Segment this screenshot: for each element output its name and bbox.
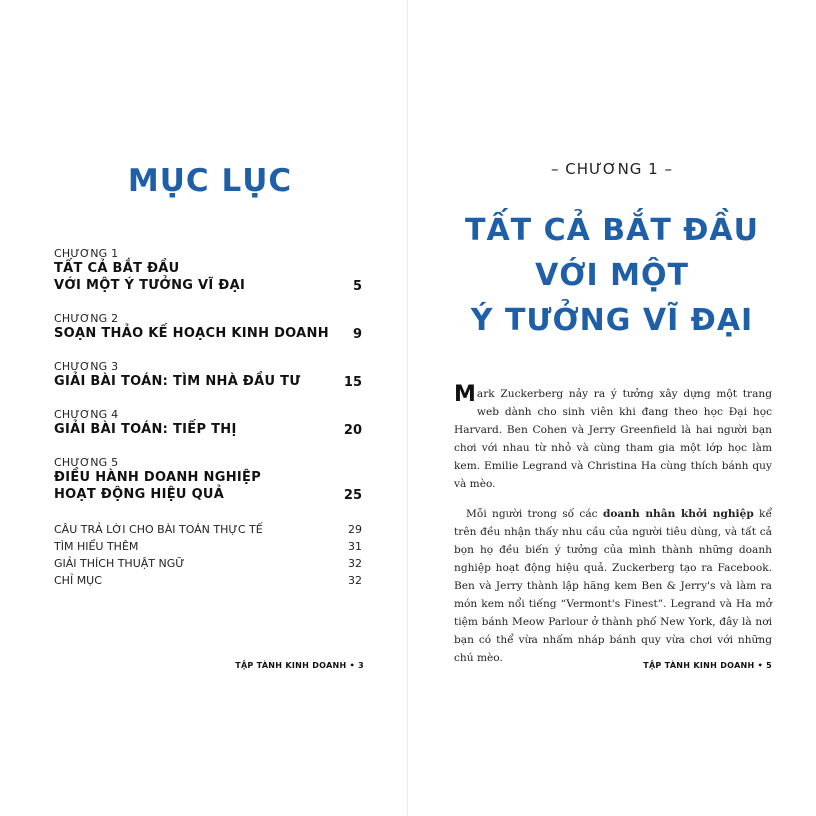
chapter-title xyxy=(54,260,362,294)
toc-entry-5[interactable] xyxy=(54,456,362,503)
table-of-contents xyxy=(54,247,362,589)
paragraph-text: Mỗi người trong số các xyxy=(466,508,603,520)
chapter-label: CHƯƠNG 3 xyxy=(54,360,119,373)
extra-label: CÂU TRẢ LỜI CHO BÀI TOÁN THỰC TẾ xyxy=(54,523,263,536)
chapter-title-line: VỚI MỘT Ý TƯỞNG VĨ ĐẠI xyxy=(54,278,246,293)
extra-label: CHỈ MỤC xyxy=(54,574,102,587)
page-number: 32 xyxy=(348,557,362,570)
page-number: 9 xyxy=(352,327,362,342)
toc-extra-row[interactable] xyxy=(54,521,362,538)
toc-extra-row[interactable] xyxy=(54,538,362,555)
left-page-footer: TẬP TÀNH KINH DOANH • 3 xyxy=(235,661,364,670)
chapter-label: CHƯƠNG 4 xyxy=(54,408,119,421)
page-number: 20 xyxy=(343,423,362,438)
toc-entry-1[interactable] xyxy=(54,247,362,294)
chapter-title-line: TẤT CẢ BẮT ĐẦU xyxy=(465,213,759,248)
paragraph-1 xyxy=(454,382,772,493)
paragraph-text: kể trên đều nhận thấy nhu cầu của người tiêu dùng, và tất cả bọn họ đều biến ý tưởng của mình thành những doanh nghiệp hoạt động hiệu quả. Zuckerberg tạo ra Facebook. Ben và Jerry thành lập hãng kem Ben & Jerry's và làm ra món kem nổi tiếng “Vermont's Finest”. Legrand và Ha mở tiệm bánh Meow Parlour ở thành phố New York, đây là nơi bạn có thể vừa nhấm nháp bánh quy vừa chơi với những chú mèo. xyxy=(454,508,772,664)
chapter-title-line: GIẢI BÀI TOÁN: TIẾP THỊ xyxy=(54,422,237,437)
chapter-title-line: VỚI MỘT xyxy=(535,258,689,293)
chapter-label: CHƯƠNG 5 xyxy=(54,456,119,469)
extra-label: GIẢI THÍCH THUẬT NGỮ xyxy=(54,557,185,570)
chapter-label: CHƯƠNG 1 xyxy=(54,247,119,260)
toc-entry-4[interactable] xyxy=(54,408,362,438)
chapter-heading: – CHƯƠNG 1 – xyxy=(550,160,673,178)
toc-entry-3[interactable] xyxy=(54,360,362,390)
toc-extras xyxy=(54,521,362,589)
page-number: 5 xyxy=(352,279,362,294)
chapter-title xyxy=(54,421,362,438)
right-page xyxy=(408,0,816,816)
extra-label: TÌM HIỂU THÊM xyxy=(54,540,139,553)
page-number: 31 xyxy=(348,540,362,553)
chapter-title-line: SOẠN THẢO KẾ HOẠCH KINH DOANH xyxy=(54,326,329,341)
toc-title: MỤC LỤC xyxy=(127,163,293,199)
chapter-title-line: TẤT CẢ BẮT ĐẦU xyxy=(54,261,180,276)
bold-term: doanh nhân khởi nghiệp xyxy=(602,508,754,520)
toc-extra-row[interactable] xyxy=(54,555,362,572)
chapter-title-line: HOẠT ĐỘNG HIỆU QUẢ xyxy=(54,487,225,502)
toc-extra-row[interactable] xyxy=(54,572,362,589)
chapter-title xyxy=(54,469,362,503)
chapter-title xyxy=(54,373,362,390)
paragraph-text: ark Zuckerberg nảy ra ý tưởng xây dựng một trang web dành cho sinh viên khi đang theo học Đại học Harvard. Ben Cohen và Jerry Greenfield là hai người bạn chơi với nhau từ nhỏ và cùng tham gia một lớp học làm kem. Emilie Legrand và Christina Ha cùng thích bánh quy và mèo. xyxy=(454,388,772,490)
chapter-title-line: ĐIỀU HÀNH DOANH NGHIỆP xyxy=(54,470,262,485)
chapter-title-line: Ý TƯỞNG VĨ ĐẠI xyxy=(470,303,754,338)
toc-entry-2[interactable] xyxy=(54,312,362,342)
right-page-footer: TẬP TÀNH KINH DOANH • 5 xyxy=(643,661,772,670)
chapter-title xyxy=(408,208,816,343)
page-number: 29 xyxy=(348,523,362,536)
drop-cap: M xyxy=(454,382,476,407)
page-number: 32 xyxy=(348,574,362,587)
page-number: 15 xyxy=(343,375,362,390)
chapter-label: CHƯƠNG 2 xyxy=(54,312,119,325)
paragraph-2 xyxy=(454,505,772,667)
chapter-title-line: GIẢI BÀI TOÁN: TÌM NHÀ ĐẦU TƯ xyxy=(54,374,301,389)
chapter-title xyxy=(54,325,362,342)
page-number: 25 xyxy=(343,488,362,503)
body-text xyxy=(454,382,772,679)
